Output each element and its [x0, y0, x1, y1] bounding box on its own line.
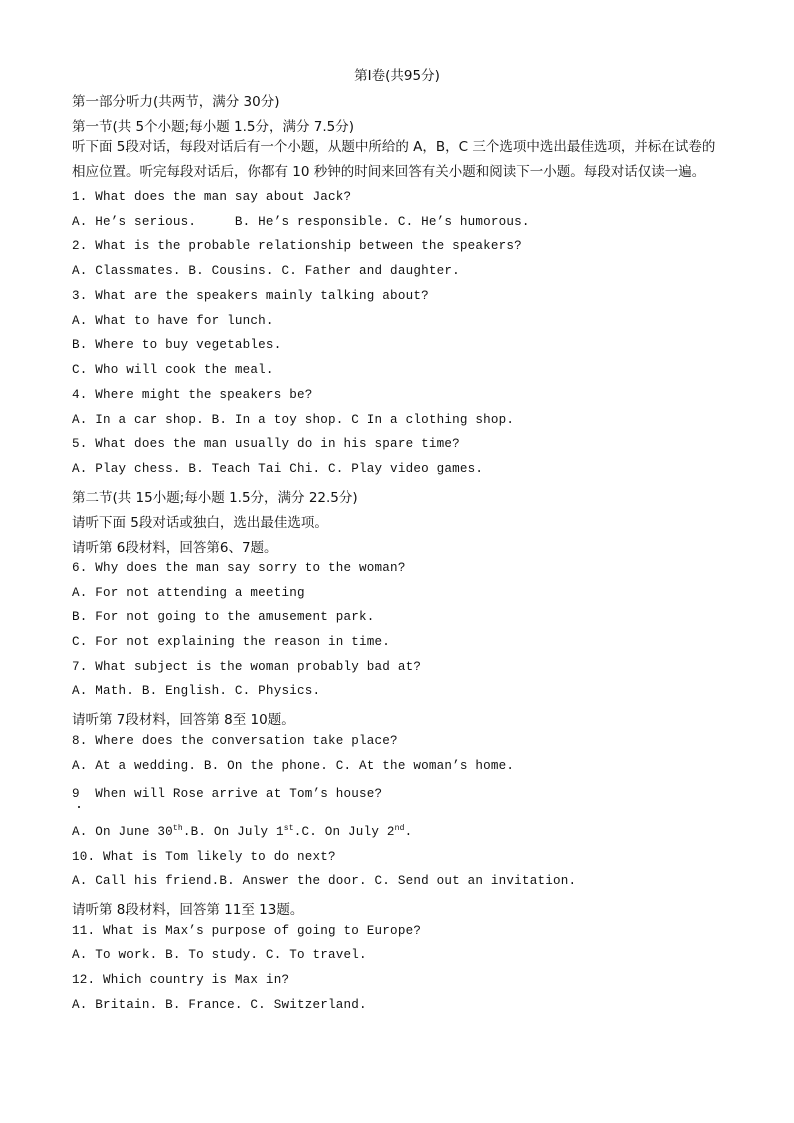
question-6-option-c: C. For not explaining the reason in time. [72, 635, 391, 649]
q9-sup-a: th [172, 823, 183, 833]
q9-option-c: .C. On July 2 [293, 825, 395, 839]
material-6-heading: 请听第 6段材料，回答第6、7题。 [72, 540, 278, 556]
question-3-option-b: B. Where to buy vegetables. [72, 338, 282, 352]
section2-heading: 第二节(共 15小题;每小题 1.5分，满分 22.5分) [72, 490, 358, 506]
question-10-options: A. Call his friend.B. Answer the door. C. Send out an invitation. [72, 874, 577, 888]
question-8: 8. Where does the conversation take place? [72, 734, 398, 748]
question-9-options [72, 825, 412, 839]
question-1: 1. What does the man say about Jack? [72, 190, 352, 204]
section2-instructions: 请听下面 5段对话或独白，选出最佳选项。 [72, 515, 328, 531]
question-10: 10. What is Tom likely to do next? [72, 850, 336, 864]
question-3-option-a: A. What to have for lunch. [72, 314, 274, 328]
question-4: 4. Where might the speakers be? [72, 388, 313, 402]
question-6-option-a: A. For not attending a meeting [72, 586, 305, 600]
section1-instructions: 听下面 5段对话，每段对话后有一个小题，从题中所给的 A，B，C 三个选项中选出最佳选项，并标在试卷的相应位置。听完每段对话后，你都有 10 秒钟的时间来回答有关小题和阅读下一小题。每段对话仅读一遍。 [72, 139, 716, 180]
question-12-options: A. Britain. B. France. C. Switzerland. [72, 998, 367, 1012]
question-2: 2. What is the probable relationship between the speakers? [72, 239, 522, 253]
section1-heading: 第一节(共 5个小题;每小题 1.5分，满分 7.5分) [72, 119, 354, 135]
material-7-heading: 请听第 7段材料，回答第 8至 10题。 [72, 712, 295, 728]
part-heading: 第一部分听力(共两节，满分 30分) [72, 94, 280, 110]
question-7: 7. What subject is the woman probably bad at? [72, 660, 422, 674]
question-8-options: A. At a wedding. B. On the phone. C. At the woman’s home. [72, 759, 515, 773]
question-1-options: A. He’s serious. B. He’s responsible. C. He’s humorous. [72, 215, 530, 229]
question-4-options: A. In a car shop. B. In a toy shop. C In a clothing shop. [72, 413, 515, 427]
question-9: 9 When will Rose arrive at Tom’s house? [72, 787, 383, 801]
q9-option-b: .B. On July 1 [182, 825, 284, 839]
question-11: 11. What is Max’s purpose of going to Europe? [72, 924, 422, 938]
stray-mark [78, 806, 80, 808]
q9-sup-c: nd [394, 823, 405, 833]
question-3-option-c: C. Who will cook the meal. [72, 363, 274, 377]
question-5: 5. What does the man usually do in his spare time? [72, 437, 460, 451]
q9-sup-b: st [283, 823, 294, 833]
q9-end: . [404, 825, 413, 839]
question-3: 3. What are the speakers mainly talking about? [72, 289, 429, 303]
question-7-options: A. Math. B. English. C. Physics. [72, 684, 321, 698]
question-6-option-b: B. For not going to the amusement park. [72, 610, 375, 624]
material-8-heading: 请听第 8段材料，回答第 11至 13题。 [72, 902, 304, 918]
question-5-options: A. Play chess. B. Teach Tai Chi. C. Play video games. [72, 462, 484, 476]
page-title: 第Ⅰ卷(共95分) [354, 68, 440, 84]
question-12: 12. Which country is Max in? [72, 973, 290, 987]
q9-option-a: A. On June 30 [72, 825, 173, 839]
question-2-options: A. Classmates. B. Cousins. C. Father and daughter. [72, 264, 460, 278]
question-11-options: A. To work. B. To study. C. To travel. [72, 948, 367, 962]
question-6: 6. Why does the man say sorry to the woman? [72, 561, 406, 575]
